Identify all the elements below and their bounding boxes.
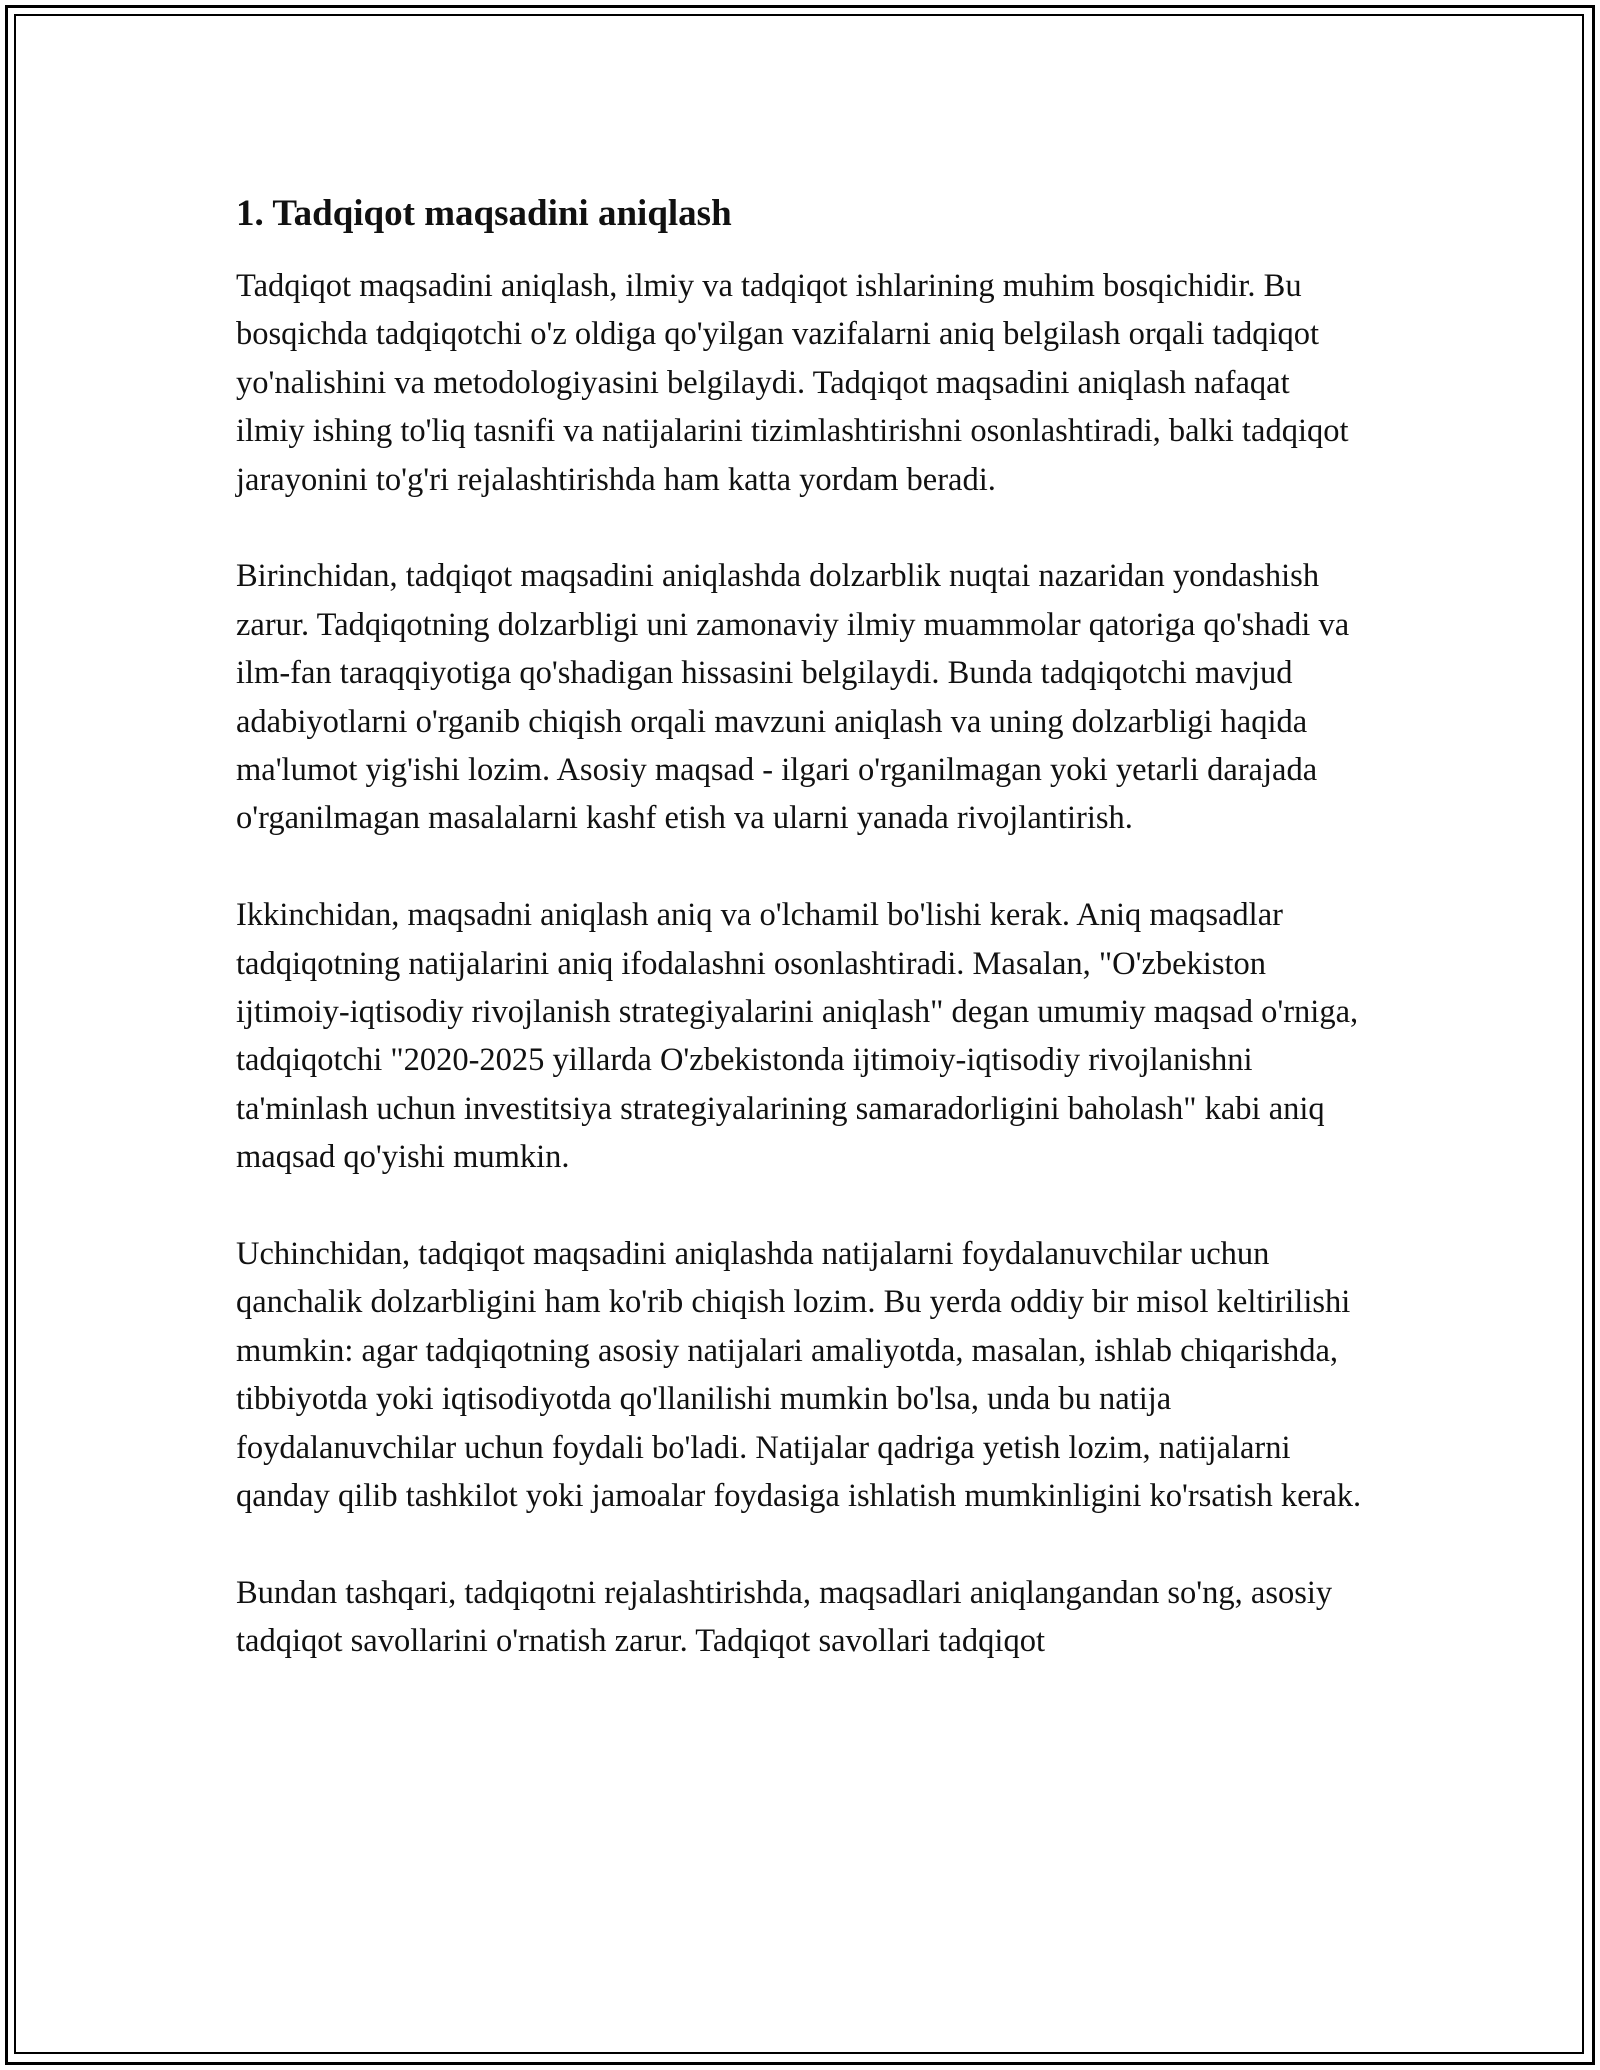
paragraph-second-point: Ikkinchidan, maqsadni aniqlash aniq va o'lchamil bo'lishi kerak. Aniq maqsadlar tadqiqotning natijalarini aniq ifodalashni osonlashtiradi. Masalan, "O'zbekiston ijtimoiy-iqtisodiy rivojlanish strategiyalarini aniqlash" degan umumiy maqsad o'rniga, tadqiqotchi "2020-2025 yillarda O'zbekistonda ijtimoiy-iqtisodiy rivojlanishni ta'minlash uchun investitsiya strategiyalarining samaradorligini baholash" kabi aniq maqsad qo'yishi mumkin. — [236, 897, 1359, 1176]
section-heading: 1. Tadqiqot maqsadini aniqlash — [236, 193, 732, 234]
paragraph-third-point: Uchinchidan, tadqiqot maqsadini aniqlashda natijalarni foydalanuvchilar uchun qanchalik dolzarbligini ham ko'rib chiqish lozim. Bu yerda oddiy bir misol keltirilishi mumkin: agar tadqiqotning asosiy natijalari amaliyotda, masalan, ishlab chiqarishda, tibbiyotda yoki iqtisodiyotda qo'llanilishi mumkin bo'lsa, unda bu natija foydalanuvchilar uchun foydali bo'ladi. Natijalar qadriga yetish lozim, natijalarni qanday qilib tashkilot yoki jamoalar foydasiga ishlatish mumkinligini ko'rsatish kerak. — [236, 1236, 1362, 1515]
paragraph-first-point: Birinchidan, tadqiqot maqsadini aniqlashda dolzarblik nuqtai nazaridan yondashish zarur. Tadqiqotning dolzarbligi uni zamonaviy ilmiy muammolar qatoriga qo'shadi va ilm-fan taraqqiyotiga qo'shadigan hissasini belgilaydi. Bunda tadqiqotchi mavjud adabiyotlarni o'rganib chiqish orqali mavzuni aniqlash va uning dolzarbligi haqida ma'lumot yig'ishi lozim. Asosiy maqsad - ilgari o'rganilmagan yoki yetarli darajada o'rganilmagan masalalarni kashf etish va ularni yanada rivojlantirish. — [236, 558, 1350, 837]
paragraph-intro: Tadqiqot maqsadini aniqlash, ilmiy va tadqiqot ishlarining muhim bosqichidir. Bu bosqichda tadqiqotchi o'z oldiga qo'yilgan vazifalarni aniq belgilash orqali tadqiqot yo'nalishini va metodologiyasini belgilaydi. Tadqiqot maqsadini aniqlash nafaqat ilmiy ishing to'liq tasnifi va natijalarini tizimlashtirishni osonlashtiradi, balki tadqiqot jarayonini to'g'ri rejalashtirishda ham katta yordam beradi. — [236, 268, 1349, 498]
paragraph-continuation: Bundan tashqari, tadqiqotni rejalashtirishda, maqsadlari aniqlangandan so'ng, asosiy tadqiqot savollarini o'rnatish zarur. Tadqiqot savollari tadqiqot — [236, 1574, 1333, 1660]
document-body — [236, 182, 1366, 1714]
